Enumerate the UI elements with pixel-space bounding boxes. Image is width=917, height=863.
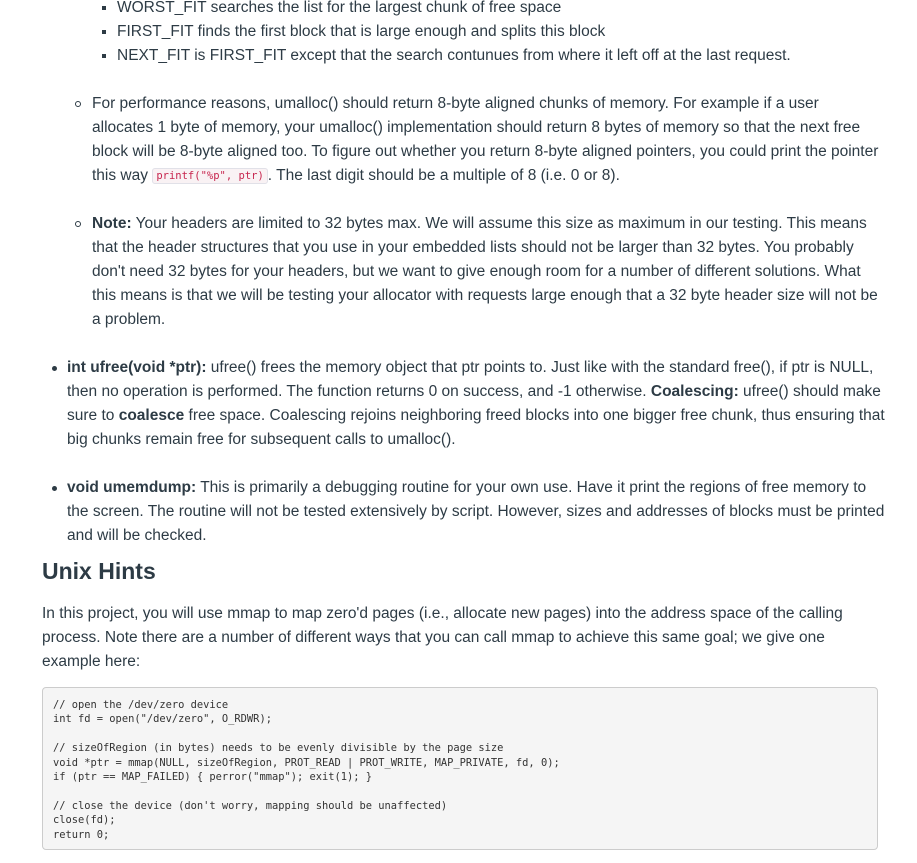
printf-inline-code: printf("%p", ptr) (152, 168, 267, 184)
mmap-code-block (42, 687, 878, 850)
note-text: Your headers are limited to 32 bytes max. We will assume this size as maximum in our testing. This means that the header structures that you use in your embedded lists should not be larger than 32 bytes. You probably don't need 32 bytes for your headers, but we want to give enough room for a number of different solutions. What this means is that we will be testing your allocator with requests large enough that a 32 byte header size will not be a problem. (92, 215, 878, 328)
unix-hints-intro: In this project, you will use mmap to map zero'd pages (i.e., allocate new pages) into the address space of the calling process. Note there are a number of different ways that you can call mmap to achieve this same goal; we give one example here: (42, 605, 843, 670)
list-item: WORST_FIT searches the list for the largest chunk of free space (117, 0, 897, 20)
note-item (92, 212, 882, 332)
ufree-signature: int ufree(void *ptr): (67, 359, 207, 376)
list-item: FIRST_FIT finds the first block that is large enough and splits this block (117, 20, 897, 44)
alignment-item (92, 92, 882, 188)
umemdump-item (67, 476, 887, 548)
ufree-text: ufree() should make sure to (67, 383, 881, 424)
coalesce-word: coalesce (118, 407, 185, 424)
umemdump-paragraph (67, 476, 887, 548)
ufree-paragraph (67, 356, 887, 452)
unix-hints-heading: Unix Hints (42, 558, 156, 584)
alignment-paragraph (92, 92, 882, 188)
note-label: Note: (92, 215, 132, 232)
alignment-text-after: . The last digit should be a multiple of 8 (i.e. 0 or 8). (267, 167, 620, 184)
alignment-text: For performance reasons, umalloc() should return 8-byte aligned chunks of memory. For example if a user allocates 1 byte of memory, your umalloc() implementation should return 8 bytes of memory so that the next free block will be 8-byte aligned too. To figure out whether you return 8-byte aligned pointers, you could print the pointer this way (92, 95, 879, 184)
fit-policy-list (117, 0, 897, 68)
ufree-text: ufree() frees the memory object that ptr points to. Just like with the standard free(), if ptr is NULL, then no operation is performed. The function returns 0 on success, and -1 otherwise. (67, 359, 874, 400)
umemdump-signature: void umemdump: (67, 479, 197, 496)
list-item: NEXT_FIT is FIRST_FIT except that the search contunues from where it left off at the last request. (117, 44, 897, 68)
ufree-text: free space. Coalescing rejoins neighboring freed blocks into one bigger free chunk, thus ensuring that big chunks remain free for subsequent calls to umalloc(). (67, 407, 885, 448)
ufree-item (67, 356, 887, 452)
umemdump-text: This is primarily a debugging routine for your own use. Have it print the regions of free memory to the screen. The routine will not be tested extensively by script. However, sizes and addresses of blocks must be printed and will be checked. (67, 479, 885, 544)
mmap-code: // open the /dev/zero device int fd = open("/dev/zero", O_RDWR); // sizeOfRegion (in bytes) needs to be evenly divisible by the page size void *ptr = mmap(NULL, sizeOfRegion, PROT_READ | PROT_WRITE, MAP_PRIVATE, fd, 0); if (ptr == MAP_FAILED) { perror("mmap"); exit(1); } // close the device (don't worry, mapping should be unaffected) close(fd); return 0; (53, 699, 560, 841)
note-paragraph (92, 212, 882, 332)
coalescing-label: Coalescing: (650, 383, 739, 400)
